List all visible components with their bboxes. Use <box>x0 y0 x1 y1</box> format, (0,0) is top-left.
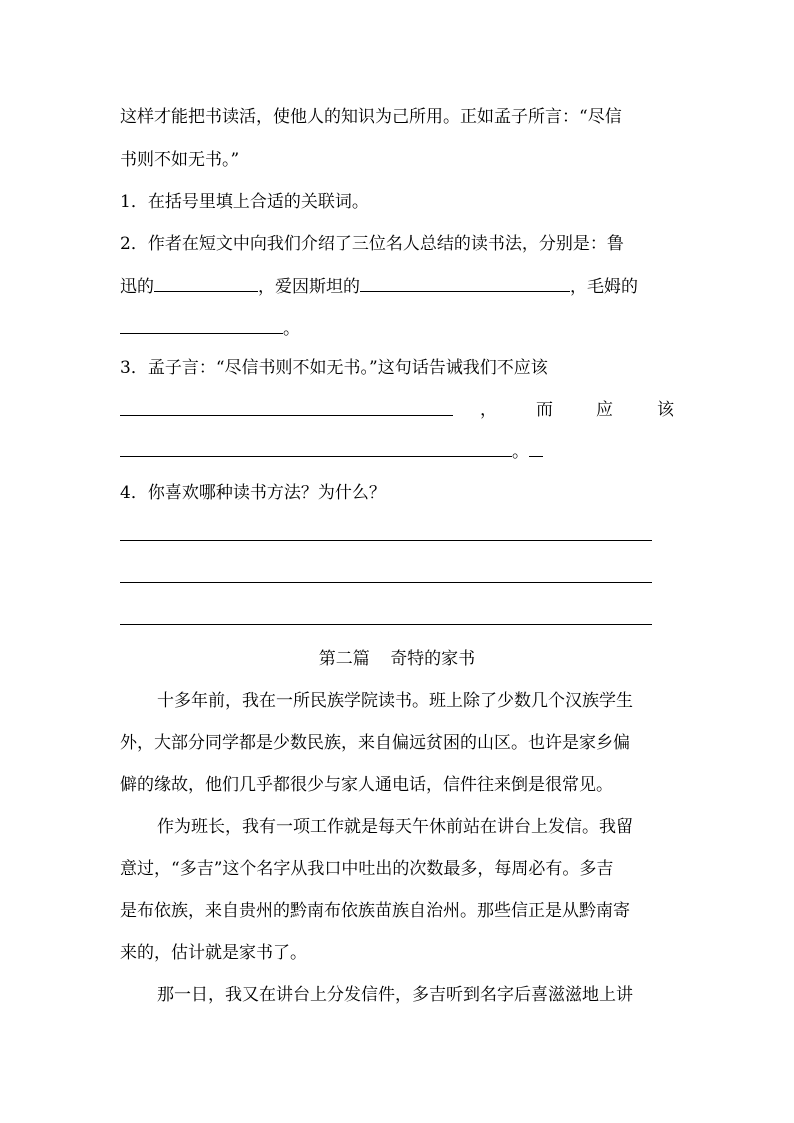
question-3-word-ying: 应 <box>596 400 613 420</box>
question-2-maugham-label: ，毛姆的 <box>570 277 638 297</box>
section-2-title <box>0 648 794 670</box>
answer-line-3[interactable] <box>120 624 652 625</box>
question-3-line-1 <box>120 357 675 379</box>
passage2-text-5: 意过，“多吉”这个名字从我口中吐出的次数最多，每周必有。多吉 <box>120 859 614 879</box>
question-3-comma: ， <box>480 400 497 420</box>
passage2-line-2 <box>120 732 675 754</box>
passage1-text-2: 书则不如无书。” <box>120 150 240 170</box>
question-2-line-2 <box>120 275 675 298</box>
passage2-text-1: 十多年前，我在一所民族学院读书。班上除了少数几个汉族学生 <box>157 691 633 711</box>
question-2-period: 。 <box>283 319 300 339</box>
answer-blank-tail <box>529 440 543 457</box>
answer-blank-should-not[interactable] <box>120 399 453 416</box>
answer-blank-einstein[interactable] <box>360 275 570 292</box>
question-4-text: 4．你喜欢哪种读书方法？为什么？ <box>120 483 386 503</box>
question-1-text: 1．在括号里填上合适的关联词。 <box>120 192 369 212</box>
passage1-line-2 <box>120 149 675 171</box>
passage2-line-4 <box>157 816 675 838</box>
question-2-lu-xun-label: 迅的 <box>120 277 154 297</box>
section-2-label: 第二篇 <box>318 649 370 669</box>
question-3-period: 。 <box>512 442 529 462</box>
answer-blank-should[interactable] <box>120 440 512 457</box>
passage1-text-1: 这样才能把书读活，使他人的知识为己所用。正如孟子所言：“尽信 <box>120 107 622 127</box>
passage2-line-5 <box>120 858 675 880</box>
answer-blank-lu-xun[interactable] <box>154 275 258 292</box>
passage2-text-4: 作为班长，我有一项工作就是每天午休前站在讲台上发信。我留 <box>157 817 633 837</box>
passage2-text-6: 是布依族，来自贵州的黔南布依族苗族自治州。那些信正是从黔南寄 <box>120 901 630 921</box>
passage2-line-8 <box>157 984 675 1006</box>
question-3-text: 3．孟子言：“尽信书则不如无书。”这句话告诫我们不应该 <box>120 358 548 378</box>
passage1-line-1 <box>120 106 675 128</box>
question-3-word-gai: 该 <box>657 400 674 420</box>
passage2-line-1 <box>157 690 675 712</box>
question-2-text: 2．作者在短文中向我们介绍了三位名人总结的读书法，分别是：鲁 <box>120 234 624 254</box>
answer-blank-maugham[interactable] <box>120 317 283 334</box>
question-2-einstein-label: ，爱因斯坦的 <box>258 277 360 297</box>
passage2-line-3 <box>120 774 675 796</box>
passage2-text-2: 外，大部分同学都是少数民族，来自偏远贫困的山区。也许是家乡偏 <box>120 733 630 753</box>
passage2-text-7: 来的，估计就是家书了。 <box>120 943 307 963</box>
question-4 <box>120 482 675 504</box>
passage2-text-8: 那一日，我又在讲台上分发信件，多吉听到名字后喜滋滋地上讲 <box>157 985 633 1005</box>
question-1 <box>120 191 675 213</box>
passage2-text-3: 僻的缘故，他们几乎都很少与家人通电话，信件往来倒是很常见。 <box>120 775 613 795</box>
passage2-line-6 <box>120 900 675 922</box>
answer-line-1[interactable] <box>120 540 652 541</box>
question-3-line-3 <box>120 440 675 463</box>
question-3-line-2 <box>120 399 675 422</box>
question-3-word-er: 而 <box>536 400 553 420</box>
answer-line-2[interactable] <box>120 582 652 583</box>
section-2-name: 奇特的家书 <box>390 649 476 669</box>
question-2-line-1 <box>120 233 675 255</box>
question-2-line-3 <box>120 317 675 340</box>
passage2-line-7 <box>120 942 675 964</box>
